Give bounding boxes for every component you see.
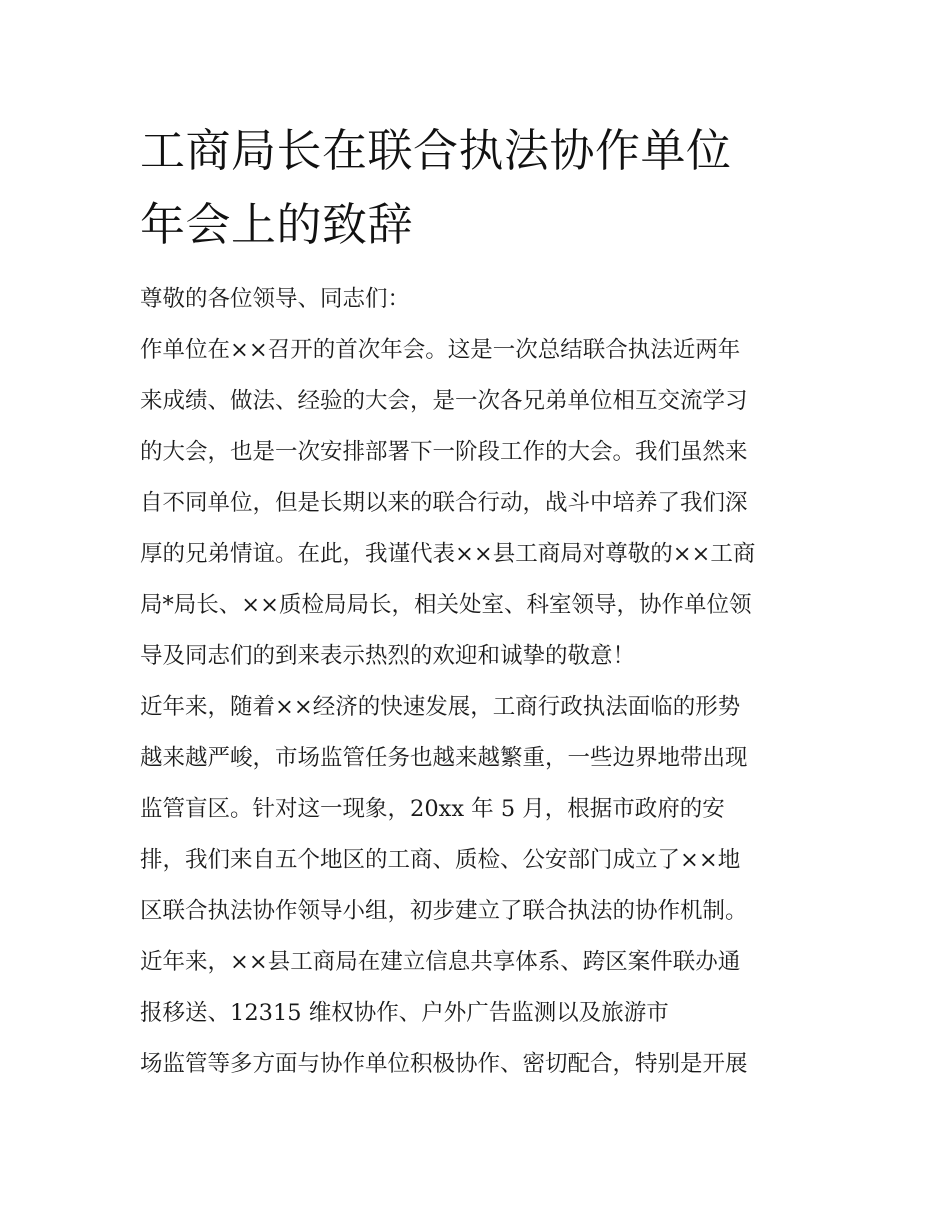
body-line: 排，我们来自五个地区的工商、质检、公安部门成立了××地	[140, 847, 741, 873]
document-body	[140, 274, 830, 1090]
body-line: 近年来，××县工商局在建立信息共享体系、跨区案件联办通	[140, 949, 741, 975]
body-line: 越来越严峻，市场监管任务也越来越繁重，一些边界地带出现	[140, 745, 748, 771]
body-line: 近年来，随着××经济的快速发展，工商行政执法面临的形势	[140, 694, 741, 720]
document-title	[140, 114, 820, 262]
body-line: 厚的兄弟情谊。在此，我谨代表××县工商局对尊敬的××工商	[140, 541, 756, 567]
body-line: 的大会，也是一次安排部署下一阶段工作的大会。我们虽然来	[140, 439, 748, 465]
body-line: 报移送、12315 维权协作、户外广告监测以及旅游市	[140, 1000, 669, 1026]
body-line: 自不同单位，但是长期以来的联合行动，战斗中培养了我们深	[140, 490, 748, 516]
body-line: 来成绩、做法、经验的大会，是一次各兄弟单位相互交流学习	[140, 388, 748, 414]
title-line: 年会上的致辞	[140, 198, 414, 251]
body-line: 作单位在××召开的首次年会。这是一次总结联合执法近两年	[140, 337, 741, 363]
title-line: 工商局长在联合执法协作单位	[140, 124, 732, 177]
salutation: 尊敬的各位领导、同志们：	[140, 286, 411, 312]
body-line: 区联合执法协作领导小组，初步建立了联合执法的协作机制。	[140, 898, 748, 924]
body-line: 导及同志们的到来表示热烈的欢迎和诚挚的敬意！	[140, 643, 636, 669]
body-line: 监管盲区。针对这一现象，20xx 年 5 月，根据市政府的安	[140, 796, 725, 822]
body-line: 场监管等多方面与协作单位积极协作、密切配合，特别是开展	[140, 1051, 748, 1077]
body-line: 局*局长、××质检局局长，相关处室、科室领导，协作单位领	[140, 592, 752, 618]
